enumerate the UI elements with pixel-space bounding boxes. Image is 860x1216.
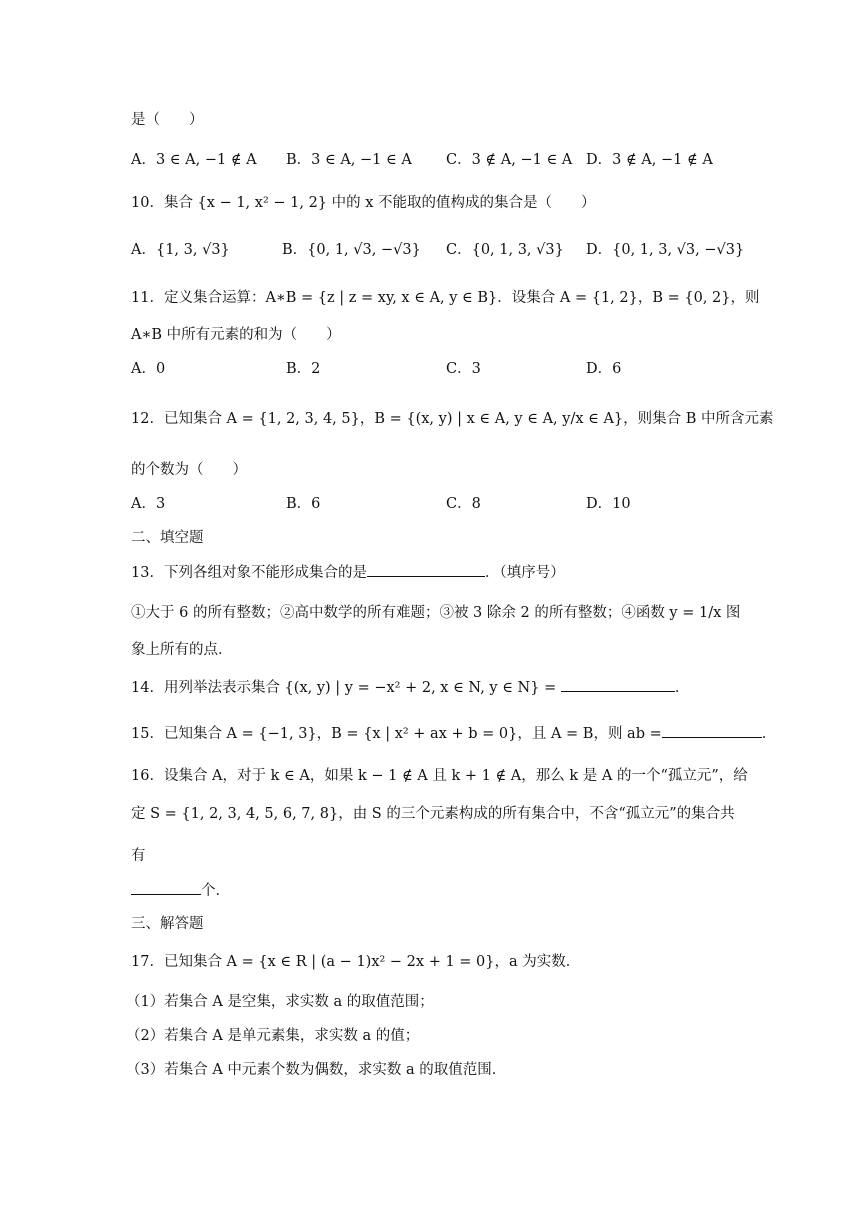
q12-option-a: A．3 xyxy=(131,496,166,512)
q12-option-c: C．8 xyxy=(446,496,481,512)
q14-answer-blank[interactable] xyxy=(561,677,675,692)
q11-option-b: B．2 xyxy=(286,361,321,377)
q10-option-c: C．{0, 1, 3, √3} xyxy=(446,242,564,258)
q13-answer-blank[interactable] xyxy=(367,562,485,577)
q16-line2: 定 S = {1, 2, 3, 4, 5, 6, 7, 8}，由 S 的三个元素构成的所有集合中，不含“孤立元”的集合共 xyxy=(131,806,735,822)
q11-stem-line2: A∗B 中所有元素的和为（ ） xyxy=(131,327,341,343)
q9-tail: 是（ ） xyxy=(131,112,204,128)
q16-line4 xyxy=(131,880,230,901)
q16-line3: 有 xyxy=(131,848,146,864)
q9-option-d: D．3 ∉ A, −1 ∉ A xyxy=(586,152,713,168)
q12-option-b: B．6 xyxy=(286,496,321,512)
q17-part-1: （1）若集合 A 是空集，求实数 a 的取值范围； xyxy=(126,994,434,1010)
q15-suffix: ． xyxy=(761,726,777,742)
q11-option-c: C．3 xyxy=(446,361,481,377)
q12-option-d: D．10 xyxy=(586,496,631,512)
section-answer-heading: 三、解答题 xyxy=(131,916,204,932)
q15-stem-text: 15．已知集合 A = {−1, 3}，B = {x | x² + ax + b = 0}，且 A = B，则 ab = xyxy=(131,726,662,742)
q15-stem xyxy=(131,723,776,744)
q12-stem-line1: 12．已知集合 A = {1, 2, 3, 4, 5}，B = {(x, y) | x ∈ A, y ∈ A, y/x ∈ A}，则集合 B 中所含元素 xyxy=(131,411,774,427)
q11-option-a: A．0 xyxy=(131,361,166,377)
q13-stem-text: 13．下列各组对象不能形成集合的是 xyxy=(131,565,367,581)
q9-option-a: A．3 ∈ A, −1 ∉ A xyxy=(131,152,257,168)
q17-part-2: （2）若集合 A 是单元素集，求实数 a 的值； xyxy=(126,1028,420,1044)
section-fill-in-heading: 二、填空题 xyxy=(131,530,204,546)
q16-line1: 16．设集合 A，对于 k ∈ A，如果 k − 1 ∉ A 且 k + 1 ∉ A，那么 k 是 A 的一个“孤立元”，给 xyxy=(131,768,748,784)
q13-items-cont: 象上所有的点． xyxy=(131,642,233,658)
q12-stem-line2: 的个数为（ ） xyxy=(131,462,247,478)
q17-stem: 17．已知集合 A = {x ∈ R | (a − 1)x² − 2x + 1 = 0}，a 为实数． xyxy=(131,954,581,970)
q15-answer-blank[interactable] xyxy=(662,723,762,738)
q10-option-a: A．{1, 3, √3} xyxy=(131,242,230,258)
q16-suffix: 个． xyxy=(201,883,230,899)
q11-stem-line1: 11．定义集合运算：A∗B = {z | z = xy, x ∈ A, y ∈ B}．设集合 A = {1, 2}，B = {0, 2}，则 xyxy=(131,290,760,306)
q10-option-b: B．{0, 1, √3, −√3} xyxy=(282,242,421,258)
q13-items: ①大于 6 的所有整数；②高中数学的所有难题；③被 3 除余 2 的所有整数；④函数 y = 1/x 图 xyxy=(131,605,741,621)
q9-option-c: C．3 ∉ A, −1 ∈ A xyxy=(446,152,573,168)
q10-option-d: D．{0, 1, 3, √3, −√3} xyxy=(586,242,745,258)
q10-stem: 10．集合 {x − 1, x² − 1, 2} 中的 x 不能取的值构成的集合是（ ） xyxy=(131,195,596,211)
q13-suffix: ．（填序号） xyxy=(484,565,565,581)
q13-stem xyxy=(131,562,565,583)
q14-stem-text: 14．用列举法表示集合 {(x, y) | y = −x² + 2, x ∈ N, y ∈ N} = xyxy=(131,680,557,696)
q16-answer-blank[interactable] xyxy=(131,880,201,895)
q14-stem xyxy=(131,677,689,698)
q11-option-d: D．6 xyxy=(586,361,622,377)
q17-part-3: （3）若集合 A 中元素个数为偶数，求实数 a 的取值范围． xyxy=(126,1062,507,1078)
q14-suffix: ． xyxy=(674,680,690,696)
q9-option-b: B．3 ∈ A, −1 ∈ A xyxy=(286,152,412,168)
